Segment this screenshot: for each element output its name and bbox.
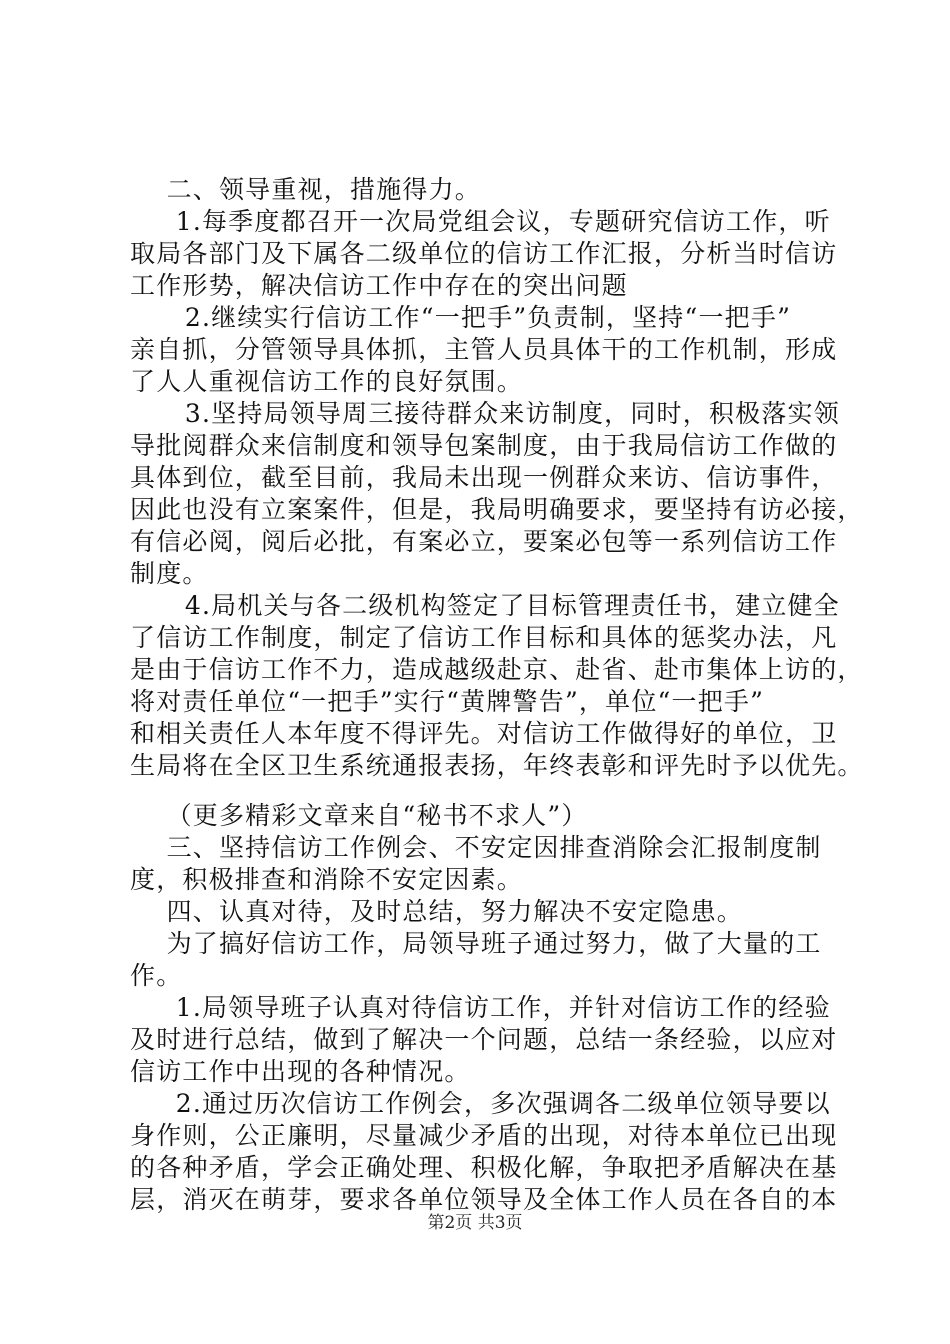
paragraph-line: 信访工作中出现的各种情况。: [130, 1057, 471, 1086]
paragraph-line: 有信必阅，阅后必批，有案必立，要案必包等一系列信访工作: [130, 527, 838, 556]
paragraph-line: 和相关责任人本年度不得评先。对信访工作做得好的单位，卫: [130, 719, 838, 748]
source-note: （更多精彩文章来自“秘书不求人”）: [130, 801, 588, 830]
paragraph-line: 四、认真对待，及时总结，努力解决不安定隐患。: [130, 897, 743, 926]
paragraph-line: 三、坚持信访工作例会、不安定因排查消除会汇报制度制: [130, 833, 822, 862]
paragraph-line: 身作则，公正廉明，尽量减少矛盾的出现，对待本单位已出现: [130, 1121, 838, 1150]
paragraph-line: 作。: [130, 961, 183, 990]
paragraph-line: 4.局机关与各二级机构签定了目标管理责任书，建立健全: [130, 591, 840, 620]
paragraph-line: 2.通过历次信访工作例会，多次强调各二级单位领导要以: [130, 1089, 831, 1118]
paragraph-line: 制度。: [130, 559, 209, 588]
paragraph-line: 为了搞好信访工作，局领导班子通过努力，做了大量的工: [130, 929, 822, 958]
paragraph-line: 因此也没有立案案件，但是，我局明确要求，要坚持有访必接，: [130, 495, 864, 524]
paragraph-line: 二、领导重视，措施得力。: [130, 175, 481, 204]
paragraph-line: 2.继续实行信访工作“一把手”负责制，坚持“一把手”: [130, 303, 792, 332]
paragraph-line: 1.每季度都召开一次局党组会议，专题研究信访工作，听: [130, 207, 831, 236]
paragraph-line: 生局将在全区卫生系统通报表扬，年终表彰和评先时予以优先。: [130, 751, 864, 780]
page-number-footer: 第2页 共3页: [427, 1213, 523, 1233]
paragraph-line: 导批阅群众来信制度和领导包案制度，由于我局信访工作做的: [130, 431, 838, 460]
paragraph-line: 1.局领导班子认真对待信访工作，并针对信访工作的经验: [130, 993, 831, 1022]
paragraph-line: 了信访工作制度，制定了信访工作目标和具体的惩奖办法，凡: [130, 623, 838, 652]
document-body: [130, 174, 864, 1216]
paragraph-line: 了人人重视信访工作的良好氛围。: [130, 367, 524, 396]
paragraph-line: 工作形势，解决信访工作中存在的突出问题: [130, 271, 628, 300]
paragraph-line: 是由于信访工作不力，造成越级赴京、赴省、赴市集体上访的，: [130, 655, 864, 684]
paragraph-line: 亲自抓，分管领导具体抓，主管人员具体干的工作机制，形成: [130, 335, 838, 364]
paragraph-line: 的各种矛盾，学会正确处理、积极化解，争取把矛盾解决在基: [130, 1153, 838, 1182]
paragraph-line: 具体到位，截至目前，我局未出现一例群众来访、信访事件，: [130, 463, 838, 492]
paragraph-line: 及时进行总结，做到了解决一个问题，总结一条经验，以应对: [130, 1025, 838, 1054]
paragraph-line: 3.坚持局领导周三接待群众来访制度，同时，积极落实领: [130, 399, 840, 428]
paragraph-line: 度，积极排查和消除不安定因素。: [130, 865, 524, 894]
paragraph-gap: [130, 782, 830, 800]
paragraph-line: 取局各部门及下属各二级单位的信访工作汇报，分析当时信访: [130, 239, 838, 268]
paragraph-line: 将对责任单位“一把手”实行“黄牌警告”，单位“一把手”: [130, 687, 765, 716]
paragraph-line: 层，消灭在萌芽，要求各单位领导及全体工作人员在各自的本: [130, 1185, 838, 1214]
